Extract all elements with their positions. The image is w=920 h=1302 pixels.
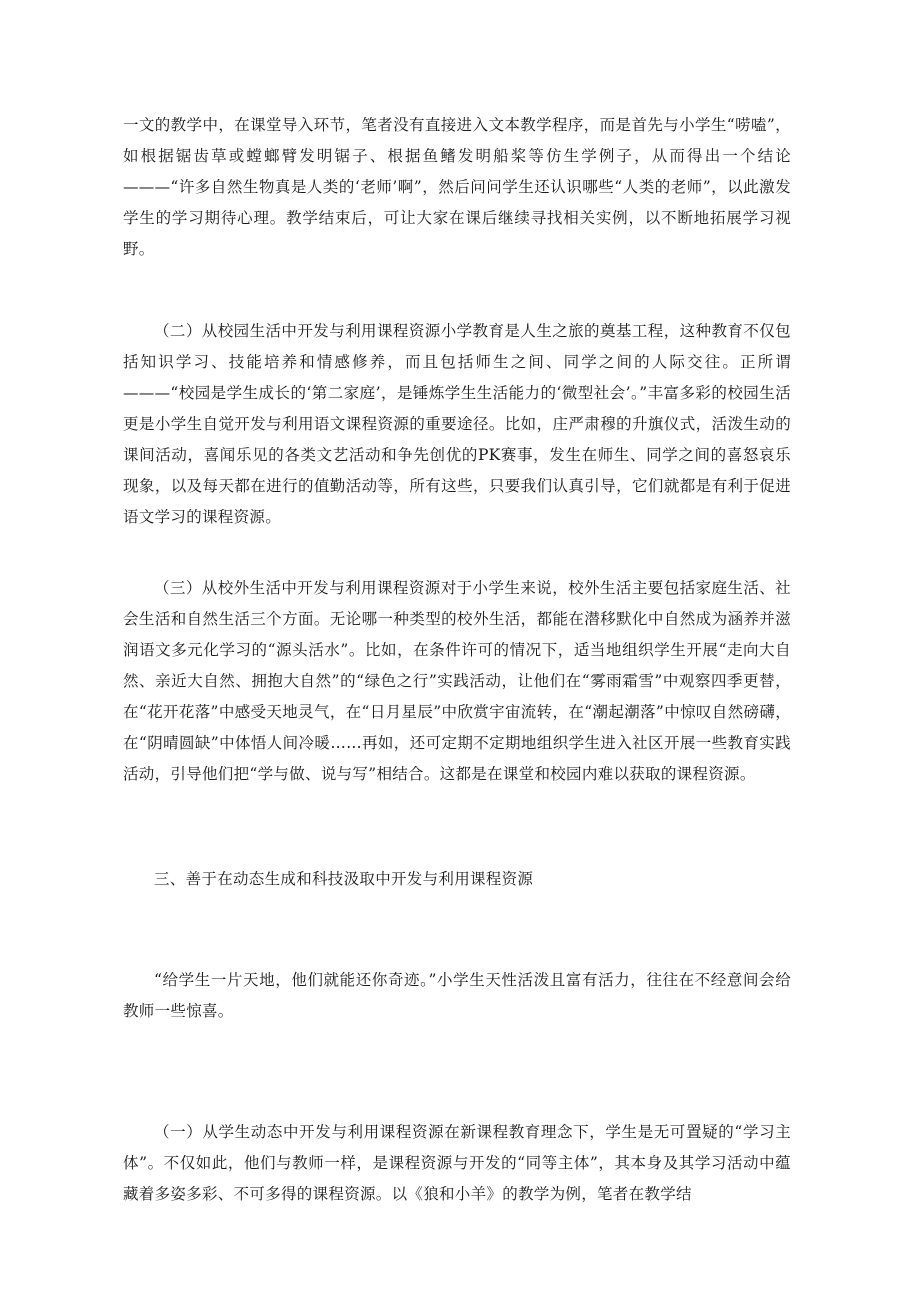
paragraph-campus-life: （二）从校园生活中开发与利用课程资源小学教育是人生之旅的奠基工程，这种教育不仅包括知识学习、技能培养和情感修养，而且包括师生之间、同学之间的人际交往。正所谓———“校园是学生成长的‘第二家庭’，是锤炼学生生活能力的‘微型社会’。”丰富多彩的校园生活更是小学生自觉开发与利用语文课程资源的重要途径。比如，庄严肃穆的升旗仪式，活泼生动的课间活动，喜闻乐见的各类文艺活动和争先创优的PK赛事，发生在师生、同学之间的喜怒哀乐现象，以及每天都在进行的值勤活动等，所有这些，只要我们认真引导，它们就都是有利于促进语文学习的课程资源。 [123,322,791,526]
paragraph-quote: “给学生一片天地，他们就能还你奇迹。”小学生天性活泼且富有活力，往往在不经意间会给教师一些惊喜。 [123,971,791,1020]
paragraph-off-campus-life: （三）从校外生活中开发与利用课程资源对于小学生来说，校外生活主要包括家庭生活、社会生活和自然生活三个方面。无论哪一种类型的校外生活，都能在潜移默化中自然成为涵养并滋润语文多元化学习的“源头活水”。比如，在条件许可的情况下，适当地组织学生开展“走向大自然、亲近大自然、拥抱大自然”的“绿色之行”实践活动，让他们在“雾雨霜雪”中观察四季更替，在“花开花落”中感受天地灵气，在“日月星辰”中欣赏宇宙流转，在“潮起潮落”中惊叹自然磅礴，在“阴晴圆缺”中体悟人间冷暖……再如，还可定期不定期地组织学生进入社区开展一些教育实践活动，引导他们把“学与做、说与写”相结合。这都是在课堂和校园内难以获取的课程资源。 [123,579,791,783]
section-heading: 三、善于在动态生成和科技汲取中开发与利用课程资源 [154,870,534,888]
paragraph-continuation: 一文的教学中，在课堂导入环节，笔者没有直接进入文本教学程序，而是首先与小学生“唠嗑”，如根据锯齿草或螳螂臂发明锯子、根据鱼鳍发明船桨等仿生学例子，从而得出一个结论———“许多自然生物真是人类的‘老师’啊”，然后问问学生还认识哪些“人类的老师”，以此激发学生的学习期待心理。教学结束后，可让大家在课后继续寻找相关实例，以不断地拓展学习视野。 [123,116,791,258]
paragraph-student-dynamics: （一）从学生动态中开发与利用课程资源在新课程教育理念下，学生是无可置疑的“学习主体”。不仅如此，他们与教师一样，是课程资源与开发的“同等主体”，其本身及其学习活动中蕴藏着多姿多彩、不可多得的课程资源。以《狼和小羊》的教学为例，笔者在教学结 [123,1123,791,1203]
